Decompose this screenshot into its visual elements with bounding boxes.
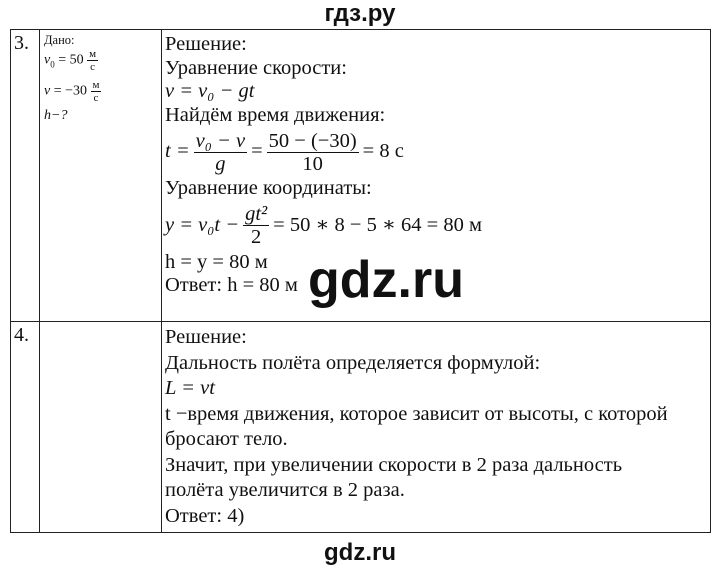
text-line: полёта увеличится в 2 раза. <box>165 479 405 501</box>
watermark: gdz.ru <box>308 251 464 309</box>
solution-heading: Решение: <box>165 326 247 348</box>
coordinate-equation: y = v₀t − $\frac{\text{gt²}}{2}$ = 50 ∗ 8 − 5 ∗ 64 = 80 м <box>165 203 482 248</box>
time-equation: t = $\frac{\text{v₀ − v}}{g}$ = $\frac{50 - (-30)}{10}$ = 8 с <box>165 129 404 175</box>
coord-eq-title: Уравнение координаты: <box>165 177 372 199</box>
find-time-text: Найдём время движения: <box>165 103 386 126</box>
problem-number: 4. <box>11 322 40 533</box>
problem-number: 3. <box>11 30 40 322</box>
solution-heading: Решение: <box>165 33 247 55</box>
site-footer: gdz.ru <box>324 539 396 566</box>
text-line: бросают тело. <box>165 428 288 450</box>
given-h: h−? <box>44 107 68 123</box>
site-header: гдз.ру <box>324 0 396 27</box>
speed-eq-title: Уравнение скорости: <box>165 56 347 79</box>
text-line: Значит, при увеличении скорости в 2 раза дальность <box>165 453 623 476</box>
given-cell <box>40 30 162 322</box>
answer-3: Ответ: h = 80 м <box>165 274 298 296</box>
given-cell-empty <box>40 322 162 533</box>
time-fraction-1: $\frac{\text{v₀ − v}}{g}$ <box>195 129 246 175</box>
time-fraction-2: $\frac{50 - (-30)}{10}$ <box>268 129 357 175</box>
speed-equation: v = v₀ − gt <box>165 80 255 102</box>
text-line: t −время движения, которое зависит от высоты, с которой <box>165 402 668 425</box>
given-v0: $v_0 = 50$ $\frac{м}{с}$ <box>44 48 97 73</box>
solution-cell <box>162 322 711 533</box>
given-v: v = −30 $\frac{м}{с}$ <box>44 78 100 104</box>
given-title: Дано: <box>44 33 75 47</box>
answer-4: Ответ: 4) <box>165 504 245 527</box>
h-equation: h = y = 80 м <box>165 250 268 273</box>
text-line: Дальность полёта определяется формулой: <box>165 351 541 374</box>
coord-fraction: $\frac{\text{gt²}}{2}$ <box>245 203 268 248</box>
range-formula: L = vt <box>165 377 215 399</box>
table-row <box>11 322 711 533</box>
